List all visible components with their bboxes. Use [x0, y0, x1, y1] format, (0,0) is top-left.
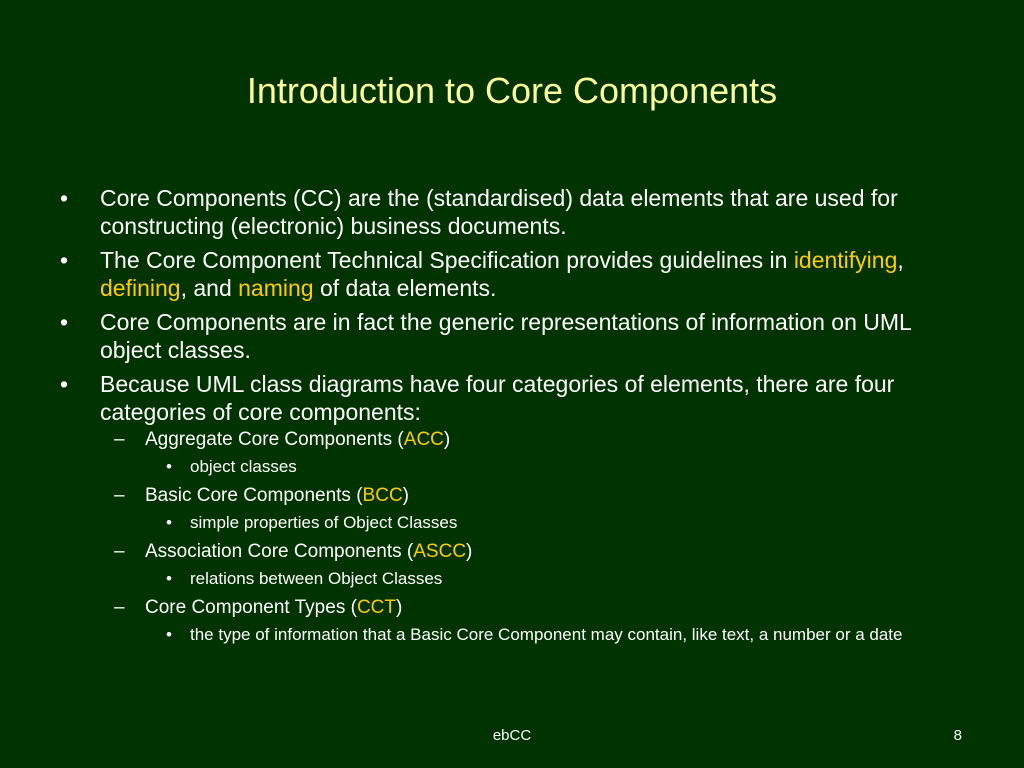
detail-text: relations between Object Classes: [190, 569, 443, 588]
dash-marker: –: [114, 597, 125, 618]
bullet-text: Core Components (CC) are the (standardised) data elements that are used for constructing (electronic) business documents.: [100, 185, 898, 239]
bullet-text: , and: [180, 275, 239, 301]
category-label: Aggregate Core Components (: [145, 429, 404, 450]
detail-item: [0, 624, 970, 646]
sub-bullet-item: [0, 540, 1024, 564]
bullet-marker: •: [60, 247, 69, 273]
category-close: ): [443, 429, 451, 450]
footer-label: ebCC: [492, 727, 532, 744]
highlight-identifying: identifying: [793, 247, 898, 273]
dash-marker: –: [114, 541, 125, 562]
bullet-marker: •: [166, 457, 172, 476]
category-abbr: BCC: [362, 485, 403, 506]
bullet-text: ,: [897, 247, 904, 273]
bullet-text: Because UML class diagrams have four categories of elements, there are four categories of core components:: [100, 371, 895, 425]
detail-item: [0, 456, 970, 478]
bullet-marker: •: [166, 513, 172, 532]
bullet-marker: •: [60, 309, 69, 335]
detail-item: [0, 512, 970, 534]
category-abbr: ACC: [403, 429, 444, 450]
category-label: Basic Core Components (: [145, 485, 363, 506]
detail-item: [0, 568, 970, 590]
bullet-marker: •: [166, 569, 172, 588]
sub-bullet-item: [0, 596, 1024, 620]
slide-title: Introduction to Core Components: [246, 70, 778, 111]
page-number: 8: [953, 727, 962, 744]
highlight-defining: defining: [100, 275, 181, 301]
detail-text: the type of information that a Basic Core Component may contain, like text, a number or a date: [190, 625, 903, 644]
category-close: ): [402, 485, 409, 506]
sub-bullet-item: [0, 484, 1024, 508]
category-close: ): [466, 541, 473, 562]
category-label: Association Core Components (: [145, 541, 414, 562]
detail-text: object classes: [190, 457, 297, 476]
category-close: ): [396, 597, 403, 618]
slide-body: [0, 184, 1024, 652]
detail-text: simple properties of Object Classes: [190, 513, 458, 532]
bullet-text: The Core Component Technical Specification provides guidelines in: [100, 247, 794, 273]
bullet-text: of data elements.: [313, 275, 497, 301]
bullet-marker: •: [60, 185, 69, 211]
category-label: Core Component Types (: [145, 597, 357, 618]
bullet-item: [0, 246, 966, 302]
bullet-item: [0, 370, 966, 426]
bullet-item: [0, 184, 966, 240]
bullet-marker: •: [60, 371, 69, 397]
bullet-item: [0, 308, 966, 364]
bullet-marker: •: [166, 625, 172, 644]
dash-marker: –: [114, 429, 125, 450]
sub-bullet-item: [0, 428, 1024, 452]
dash-marker: –: [114, 485, 125, 506]
bullet-text: Core Components are in fact the generic representations of information on UML object classes.: [100, 309, 911, 363]
highlight-naming: naming: [238, 275, 314, 301]
category-abbr: ASCC: [413, 541, 467, 562]
category-abbr: CCT: [356, 597, 396, 618]
